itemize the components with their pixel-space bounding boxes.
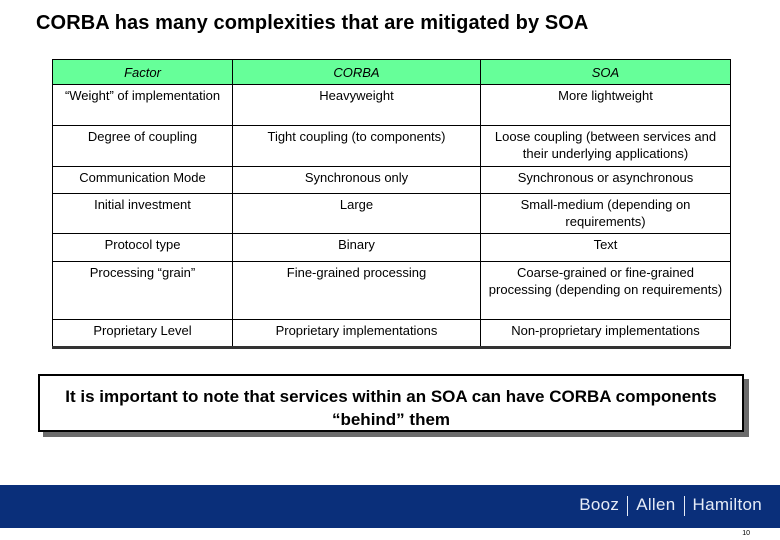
corba-cell: Tight coupling (to components)	[233, 126, 481, 167]
table-header-row	[53, 60, 731, 85]
soa-cell: Coarse-grained or fine-grained processing (depending on requirements)	[481, 262, 731, 320]
table-row	[53, 320, 731, 348]
corba-cell: Proprietary implementations	[233, 320, 481, 348]
header-factor: Factor	[53, 60, 233, 85]
table-row	[53, 85, 731, 126]
table-row	[53, 234, 731, 262]
footer-bar	[0, 485, 780, 528]
corba-cell: Fine-grained processing	[233, 262, 481, 320]
logo-word-booz: Booz	[579, 495, 620, 514]
logo-word-allen: Allen	[636, 495, 676, 514]
soa-cell: More lightweight	[481, 85, 731, 126]
corba-cell: Heavyweight	[233, 85, 481, 126]
company-logo	[579, 495, 762, 516]
soa-cell: Non-proprietary implementations	[481, 320, 731, 348]
factor-cell: “Weight” of implementation	[53, 85, 233, 126]
soa-cell: Synchronous or asynchronous	[481, 167, 731, 194]
soa-cell: Text	[481, 234, 731, 262]
comparison-table	[52, 59, 731, 349]
soa-cell: Loose coupling (between services and their underlying applications)	[481, 126, 731, 167]
corba-cell: Large	[233, 194, 481, 234]
factor-cell: Processing “grain”	[53, 262, 233, 320]
factor-cell: Proprietary Level	[53, 320, 233, 348]
header-corba: CORBA	[233, 60, 481, 85]
logo-separator	[627, 496, 628, 516]
page-number: 10	[742, 530, 750, 537]
callout-note: It is important to note that services within an SOA can have CORBA components “behind” them	[38, 374, 744, 432]
table-row	[53, 167, 731, 194]
slide-title: CORBA has many complexities that are mitigated by SOA	[36, 12, 589, 34]
header-soa: SOA	[481, 60, 731, 85]
table-row	[53, 126, 731, 167]
factor-cell: Degree of coupling	[53, 126, 233, 167]
logo-separator	[684, 496, 685, 516]
factor-cell: Protocol type	[53, 234, 233, 262]
factor-cell: Communication Mode	[53, 167, 233, 194]
corba-cell: Synchronous only	[233, 167, 481, 194]
table-row	[53, 262, 731, 320]
logo-word-hamilton: Hamilton	[692, 495, 762, 514]
soa-cell: Small-medium (depending on requirements)	[481, 194, 731, 234]
table-row	[53, 194, 731, 234]
corba-cell: Binary	[233, 234, 481, 262]
factor-cell: Initial investment	[53, 194, 233, 234]
